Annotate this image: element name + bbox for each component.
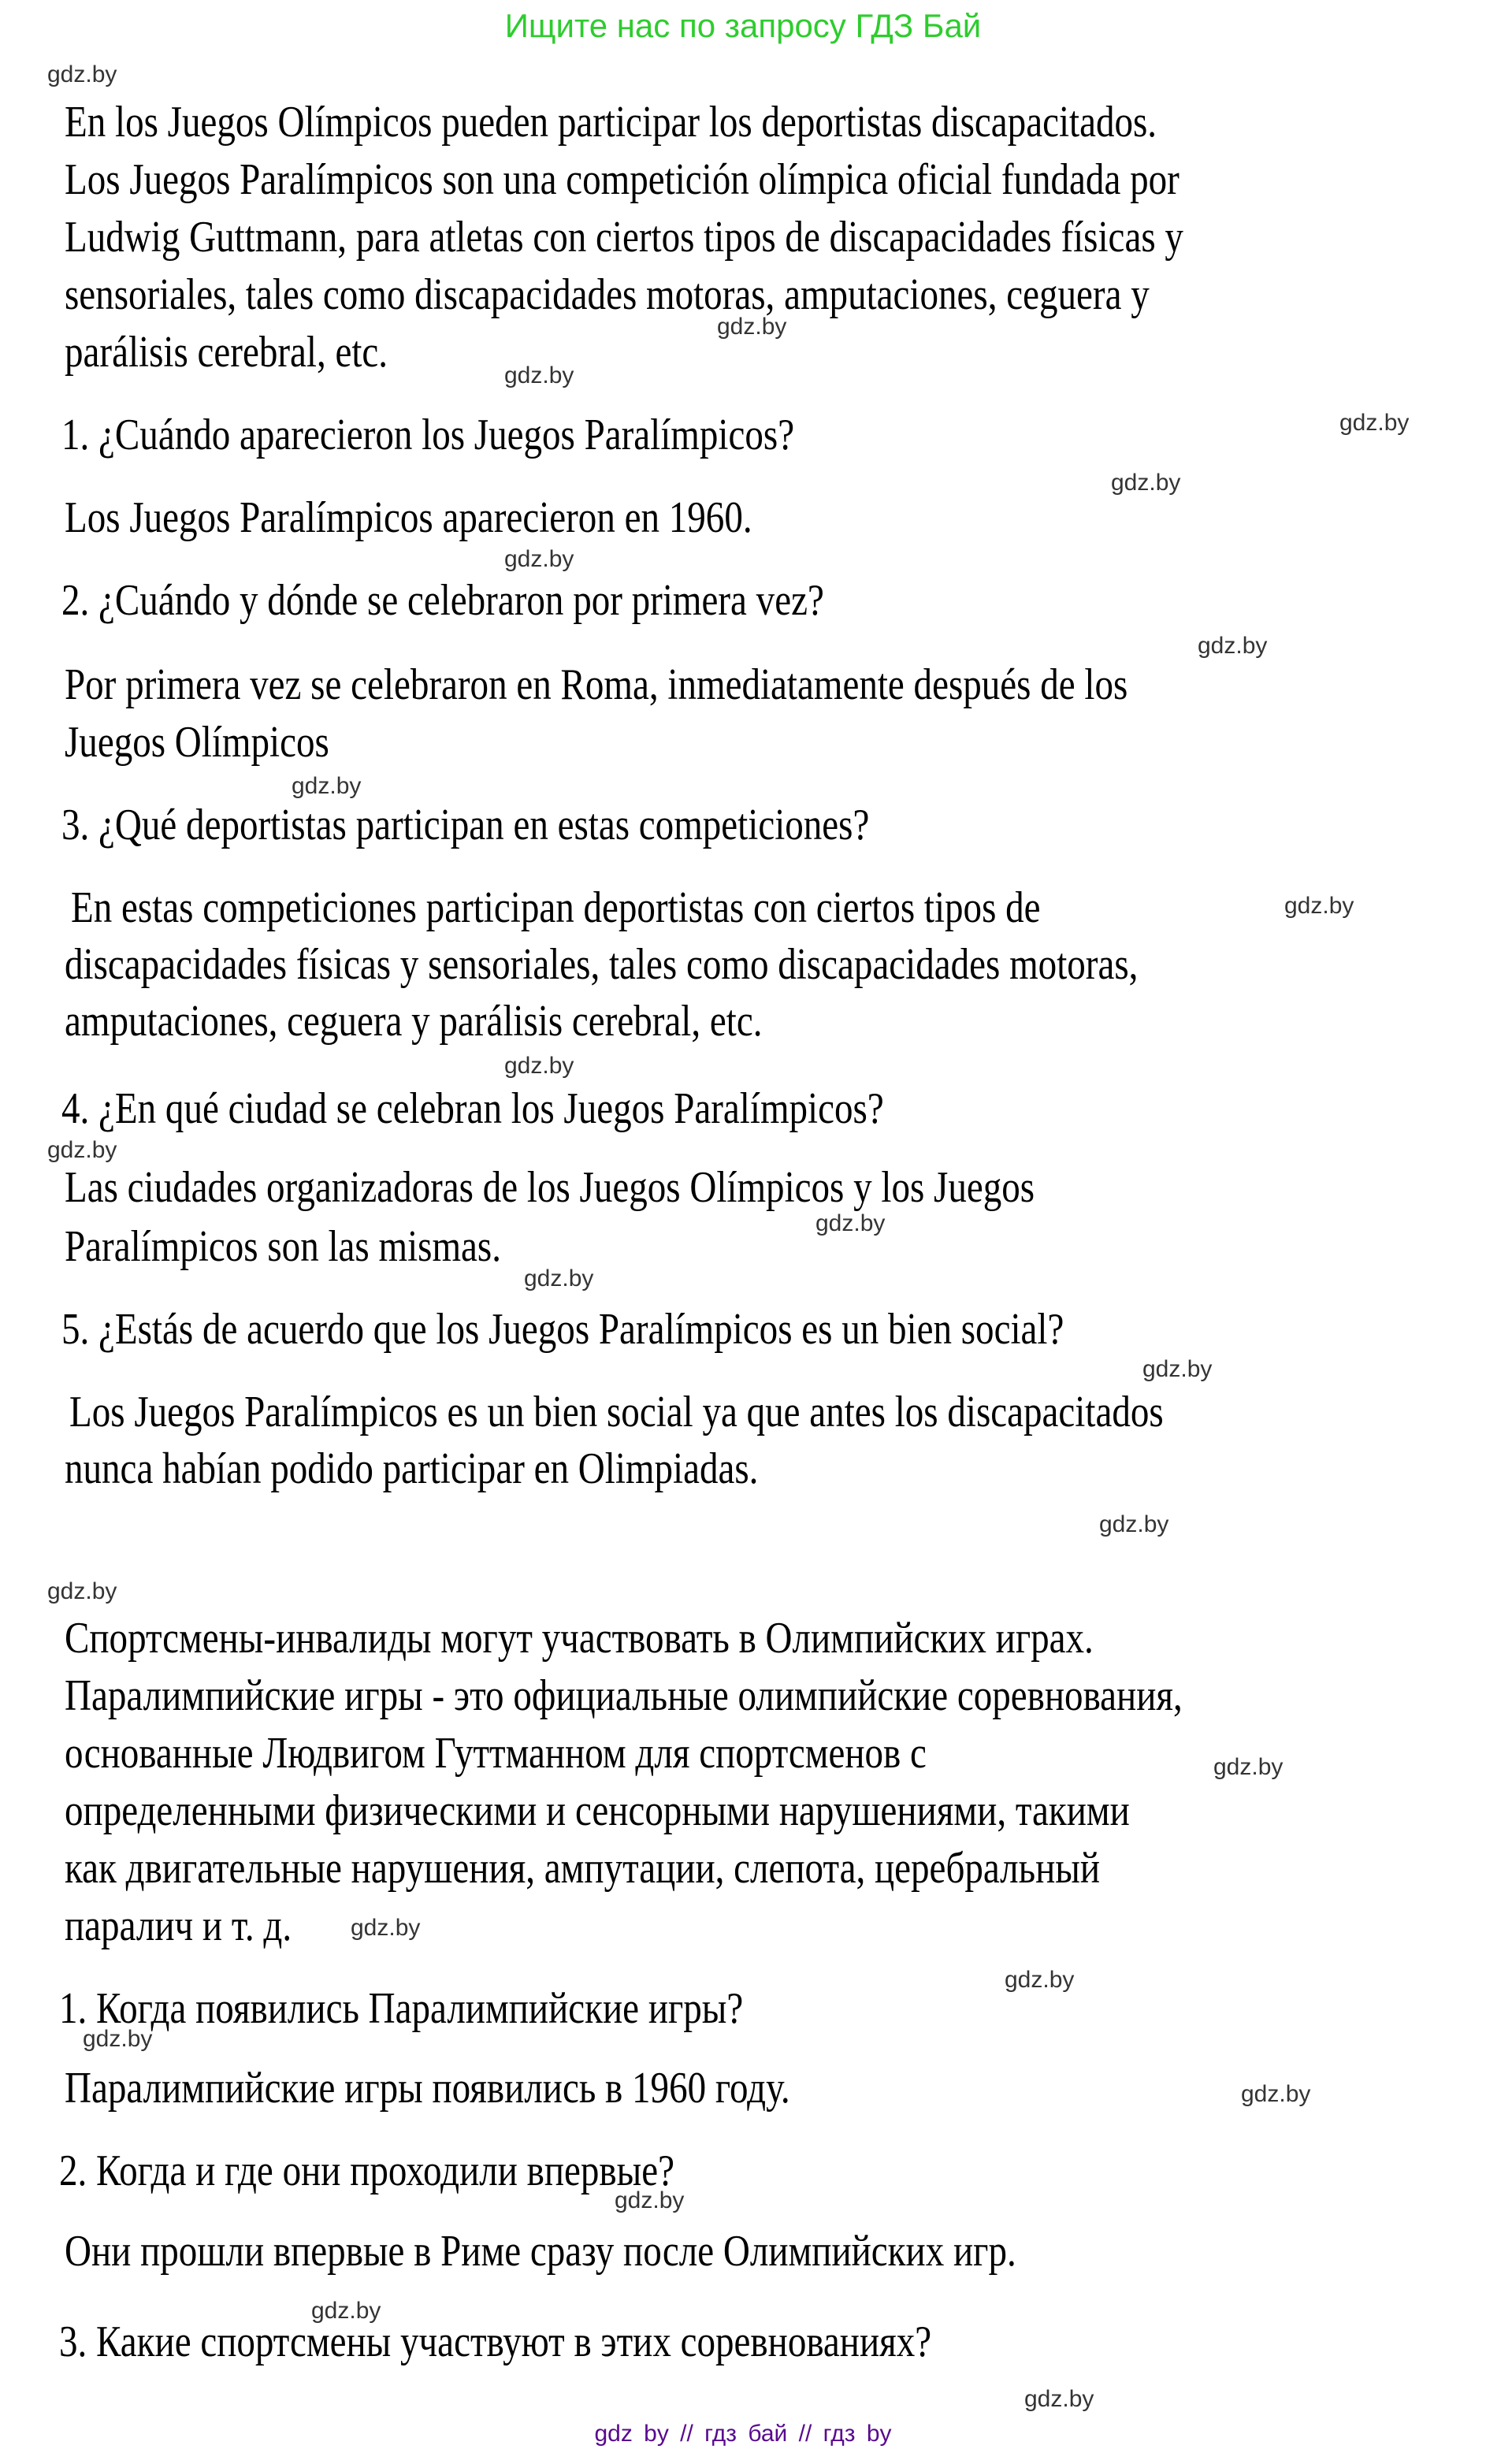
russian-answer-line: Они прошли впервые в Риме сразу после Олимпийских игр. <box>65 2227 1016 2276</box>
spanish-answer-line: nunca habían podido participar en Olimpiadas. <box>65 1444 759 1493</box>
watermark-gdzby: gdz.by <box>524 1265 594 1291</box>
russian-intro-line: определенными физическими и сенсорными нарушениями, такими <box>65 1786 1130 1835</box>
watermark-gdzby: gdz.by <box>1213 1754 1284 1780</box>
watermark-gdzby: gdz.by <box>47 61 117 87</box>
spanish-intro-line: Los Juegos Paralímpicos son una competición olímpica oficial fundada por <box>65 155 1180 204</box>
spanish-answer-line: Las ciudades organizadoras de los Juegos Olímpicos y los Juegos <box>65 1163 1035 1212</box>
spanish-answer-line: Los Juegos Paralímpicos es un bien social ya que antes los discapacitados <box>69 1388 1164 1436</box>
russian-question: 1. Когда появились Паралимпийские игры? <box>59 1984 744 2033</box>
spanish-question: 2. ¿Cuándo y dónde se celebraron por primera vez? <box>61 576 824 625</box>
russian-intro-line: как двигательные нарушения, ампутации, слепота, церебральный <box>65 1844 1101 1893</box>
watermark-gdzby: gdz.by <box>1339 410 1410 436</box>
watermark-gdzby: gdz.by <box>504 362 574 388</box>
russian-question: 2. Когда и где они проходили впервые? <box>59 2146 675 2195</box>
spanish-answer-line: Por primera vez se celebraron en Roma, inmediatamente después de los <box>65 660 1128 709</box>
watermark-gdzby: gdz.by <box>1099 1511 1169 1537</box>
spanish-answer-line: amputaciones, ceguera y parálisis cerebral, etc. <box>65 997 763 1046</box>
watermark-gdzby: gdz.by <box>47 1578 117 1604</box>
watermark-gdzby: gdz.by <box>1111 470 1181 496</box>
watermark-gdzby: gdz.by <box>311 2298 381 2324</box>
watermark-gdzby: gdz.by <box>1005 1967 1075 1993</box>
russian-intro-line: Спортсмены-инвалиды могут участвовать в Олимпийских играх. <box>65 1614 1094 1663</box>
spanish-answer-line: Juegos Olímpicos <box>65 718 329 767</box>
spanish-answer-line: Los Juegos Paralímpicos aparecieron en 1960. <box>65 493 752 542</box>
watermark-gdzby: gdz.by <box>1241 2081 1311 2107</box>
header-promo-text: Ищите нас по запросу ГДЗ Бай <box>504 7 982 44</box>
watermark-gdzby: gdz.by <box>47 1137 117 1163</box>
watermark-gdzby: gdz.by <box>504 1053 574 1079</box>
watermark-gdzby: gdz.by <box>504 546 574 572</box>
watermark-gdzby: gdz.by <box>1142 1356 1213 1382</box>
spanish-question: 4. ¿En qué ciudad se celebran los Juegos Paralímpicos? <box>61 1084 884 1133</box>
watermark-gdzby: gdz.by <box>1284 893 1354 919</box>
spanish-intro-line: Ludwig Guttmann, para atletas con ciertos tipos de discapacidades físicas y <box>65 213 1183 262</box>
spanish-intro-line: parálisis cerebral, etc. <box>65 328 388 377</box>
spanish-question: 1. ¿Cuándo aparecieron los Juegos Paralímpicos? <box>61 411 795 459</box>
spanish-answer-line: En estas competiciones participan deportistas con ciertos tipos de <box>71 883 1041 932</box>
spanish-question: 5. ¿Estás de acuerdo que los Juegos Paralímpicos es un bien social? <box>61 1305 1064 1354</box>
russian-intro-line: паралич и т. д. <box>65 1901 292 1950</box>
watermark-gdzby: gdz.by <box>615 2187 685 2213</box>
spanish-intro-line: sensoriales, tales como discapacidades motoras, amputaciones, ceguera y <box>65 270 1150 319</box>
watermark-gdzby: gdz.by <box>351 1915 421 1941</box>
spanish-question: 3. ¿Qué deportistas participan en estas competiciones? <box>61 801 870 849</box>
watermark-gdzby: gdz.by <box>83 2026 153 2052</box>
spanish-answer-line: discapacidades físicas y sensoriales, tales como discapacidades motoras, <box>65 940 1139 989</box>
russian-intro-line: Паралимпийские игры - это официальные олимпийские соревнования, <box>65 1671 1183 1720</box>
footer-links-text: gdz by // гдз бай // гдз by <box>594 2421 892 2447</box>
watermark-gdzby: gdz.by <box>1024 2386 1094 2412</box>
spanish-answer-line: Paralímpicos son las mismas. <box>65 1222 501 1271</box>
russian-intro-line: основанные Людвигом Гуттманном для спортсменов с <box>65 1729 927 1778</box>
spanish-intro-line: En los Juegos Olímpicos pueden participar los deportistas discapacitados. <box>65 98 1157 147</box>
russian-question: 3. Какие спортсмены участвуют в этих соревнованиях? <box>59 2317 932 2366</box>
watermark-gdzby: gdz.by <box>1198 633 1268 659</box>
russian-answer-line: Паралимпийские игры появились в 1960 году. <box>65 2064 790 2113</box>
watermark-gdzby: gdz.by <box>292 773 362 799</box>
watermark-gdzby: gdz.by <box>815 1210 886 1236</box>
watermark-gdzby: gdz.by <box>717 314 787 340</box>
